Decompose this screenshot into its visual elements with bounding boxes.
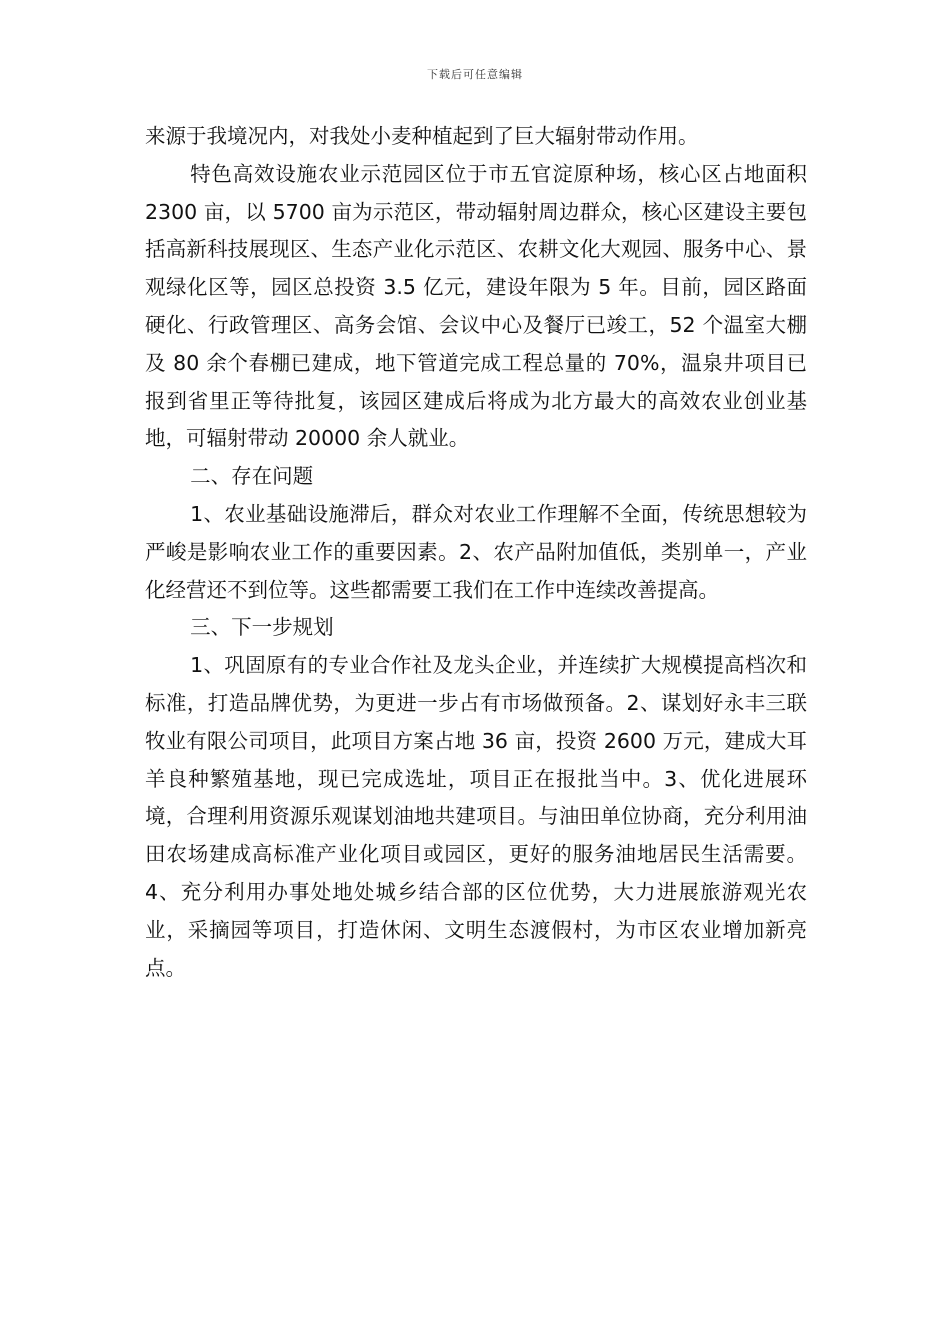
section-heading-next-steps: 三、下一步规划 (190, 615, 334, 640)
page-header-note: 下载后可任意编辑 (427, 68, 523, 81)
paragraph-next-steps: 1、巩固原有的专业合作社及龙头企业，并连续扩大规模提高档次和标准，打造品牌优势，为更进一步占有市场做预备。2、谋划好永丰三联牧业有限公司项目，此项目方案占地 36 亩，投资 2600 万元，建成大耳羊良种繁殖基地，现已完成选址，项目正在报批当中。3、优化进展环境，合理利用资源乐观谋划油地共建项目。与油田单位协商，充分利用油田农场建成高标准产业化项目或园区，更好的服务油地居民生活需要。4、充分利用办事处地处城乡结合部的区位优势，大力进展旅游观光农业，采摘园等项目，打造休闲、文明生态渡假村，为市区农业增加新亮点。 (145, 653, 807, 980)
document-body (145, 118, 807, 987)
paragraph-demo-park: 特色高效设施农业示范园区位于市五官淀原种场，核心区占地面积 2300 亩，以 5700 亩为示范区，带动辐射周边群众，核心区建设主要包括高新科技展现区、生态产业化示范区、农耕文化大观园、服务中心、景观绿化区等，园区总投资 3.5 亿元，建设年限为 5 年。目前，园区路面硬化、行政管理区、高务会馆、会议中心及餐厅已竣工，52 个温室大棚及 80 余个春棚已建成，地下管道完成工程总量的 70%，温泉井项目已报到省里正等待批复，该园区建成后将成为北方最大的高效农业创业基地，可辐射带动 20000 余人就业。 (145, 161, 807, 451)
paragraph-continuation: 来源于我境况内，对我处小麦种植起到了巨大辐射带动作用。 (145, 124, 699, 148)
paragraph-problems: 1、农业基础设施滞后，群众对农业工作理解不全面，传统思想较为严峻是影响农业工作的重要因素。2、农产品附加值低，类别单一，产业化经营还不到位等。这些都需要工我们在工作中连续改善提高。 (145, 501, 807, 602)
section-heading-problems: 二、存在问题 (190, 464, 314, 489)
